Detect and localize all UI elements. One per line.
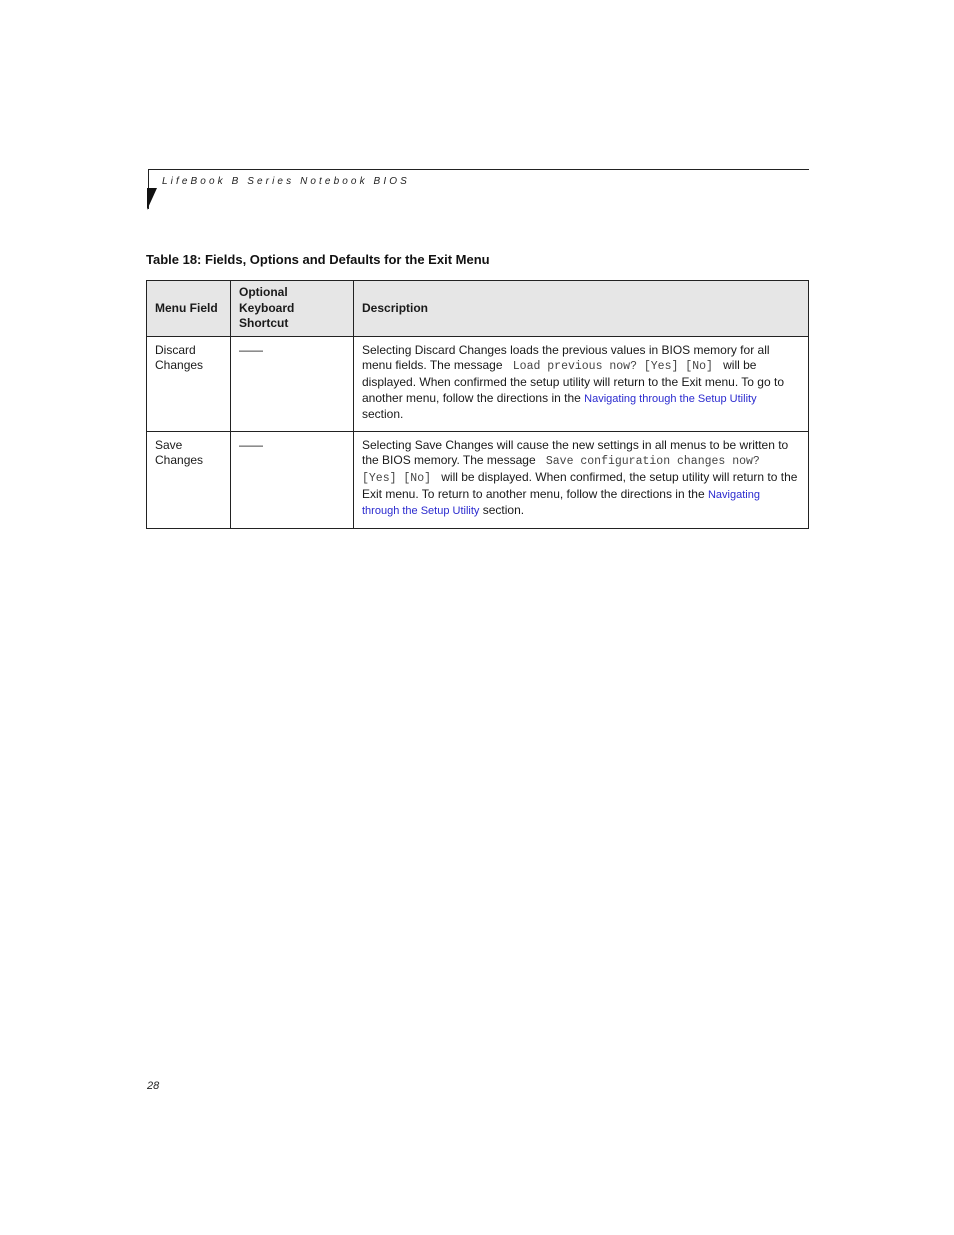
menu-field-cell [147, 336, 231, 431]
description-cell [354, 431, 809, 528]
menu-field-line2: Changes [155, 358, 204, 373]
header-wedge-mark [147, 188, 157, 210]
description-text: section. [479, 503, 525, 518]
message-code: Save configuration changes now? [Yes] [No] [362, 455, 767, 485]
table-row [147, 431, 809, 528]
page-number: 28 [147, 1080, 160, 1092]
menu-field-line2: Changes [155, 453, 204, 468]
table-header-row [147, 281, 809, 337]
table-caption: Table 18: Fields, Options and Defaults for the Exit Menu [146, 252, 490, 267]
header-rule [148, 169, 809, 170]
header-shortcut-line1: Optional [239, 285, 288, 299]
running-header-title: LifeBook B Series Notebook BIOS [162, 176, 410, 187]
table-row [147, 336, 809, 431]
header-description: Description [354, 281, 809, 337]
navigating-setup-utility-link[interactable]: Navigating through the Setup Utility [362, 488, 760, 518]
shortcut-cell: —— [231, 431, 354, 528]
description-text: will be displayed. When confirmed, the setup utility will return to the Exit menu. To return to another menu, follow the directions in the [362, 469, 798, 501]
menu-field-line1: Save [155, 437, 183, 452]
menu-field-cell [147, 431, 231, 528]
description-cell [354, 336, 809, 431]
header-keyboard-shortcut [231, 281, 354, 337]
menu-field-line1: Discard [155, 342, 196, 357]
description-text: will be displayed. When confirmed the setup utility will return to the Exit menu. To go to another menu, follow the directions in the [362, 358, 784, 405]
navigating-setup-utility-link[interactable]: Navigating through the Setup Utility [584, 392, 757, 405]
description-text: section. [362, 407, 404, 422]
shortcut-cell: —— [231, 336, 354, 431]
header-menu-field: Menu Field [147, 281, 231, 337]
header-shortcut-line2: Keyboard Shortcut [239, 300, 295, 331]
description-text: Selecting Discard Changes loads the previous values in BIOS memory for all menu fields. The message [362, 342, 770, 373]
description-text: Selecting Save Changes will cause the new settings in all menus to be written to the BIOS memory. The message [362, 437, 789, 468]
message-code: Load previous now? [Yes] [No] [505, 360, 720, 374]
exit-menu-table [146, 280, 809, 529]
